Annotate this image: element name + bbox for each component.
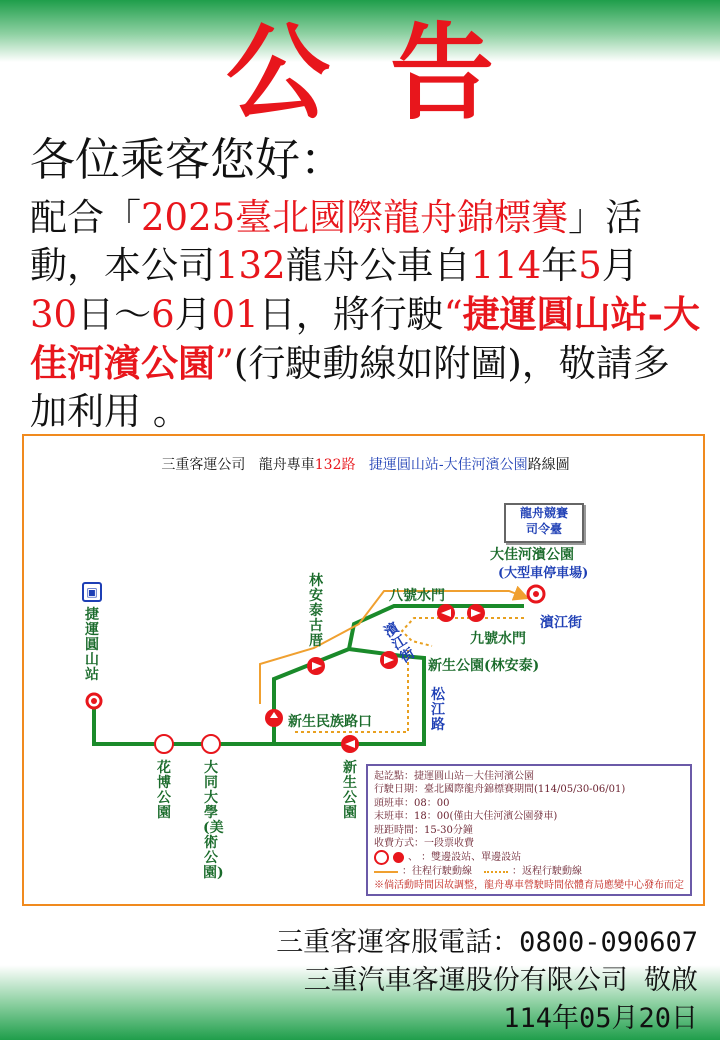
day-end: 01 [211, 293, 259, 336]
month-start: 5 [578, 244, 602, 287]
body-text-4: 年 [541, 244, 579, 287]
label-xinsheng-park: 新生公園 [343, 760, 357, 821]
info-first-bus: 頭班車：08：00 [374, 797, 450, 809]
info-note: ※倘活動時間因故調整，龍舟專車營駛時間依體育局應變中心發布而定 [374, 879, 684, 891]
info-last-bus: 末班車：18：00(僅由大佳河濱公園發車) [374, 811, 558, 823]
greeting: 各位乘客您好： [30, 133, 346, 186]
info-headway: 班距時間：15-30分鐘 [374, 824, 473, 836]
quote-open: “ [443, 293, 463, 336]
single-stop-icon [393, 852, 404, 863]
route-name: 捷運圓山站-大佳河濱公園 [30, 292, 701, 385]
footer-date: 114年05月20日 [503, 1003, 698, 1034]
map-title-suffix: 路線圖 [527, 457, 570, 473]
footer-hotline: 三重客運客服電話：0800-090607 [276, 927, 698, 958]
legend-stops-text: 、 ：雙邊設站、單邊設站 [408, 852, 522, 864]
stop-datong [202, 735, 220, 753]
command-post-box [504, 503, 584, 543]
command-post-line1: 龍舟競賽 [519, 506, 568, 520]
body-text-7: 月 [174, 293, 212, 336]
stop-flora [155, 735, 173, 753]
quote-close: ” [215, 342, 234, 385]
outbound-legend-icon [374, 871, 398, 873]
label-gate8: 八號水門 [389, 588, 445, 604]
legend-out-text: ：往程行駛動線 [402, 866, 472, 878]
map-title-route: 132路 [314, 457, 356, 473]
route-info-box [366, 764, 692, 896]
label-datong-univ: 大同大學(美術公園) [203, 760, 224, 881]
bus-icon: ▣ [82, 582, 102, 602]
info-start-end: 起訖點：捷運圓山站－大佳河濱公園 [374, 771, 534, 782]
label-binjiang: 濱江街 [540, 615, 582, 631]
info-fare: 收費方式：一段票收費 [374, 838, 474, 850]
body-text-2: 」活動，本公司 [30, 196, 643, 287]
day-start: 30 [30, 293, 78, 336]
body-text-1: 配合「 [30, 196, 141, 239]
label-xinsheng-minzu: 新生民族路口 [288, 714, 372, 730]
label-gate9: 九號水門 [470, 631, 526, 647]
notice-body [30, 194, 700, 436]
month-end: 6 [151, 293, 175, 336]
label-dajia-sub: (大型車停車場) [498, 566, 589, 581]
label-mrt-yuanshan: 捷運圓山站 [85, 607, 99, 683]
body-text-8: 日，將行駛 [258, 293, 444, 336]
map-title-line: 捷運圓山站-大佳河濱公園 [368, 457, 528, 473]
notice-title: 公告 [225, 12, 554, 134]
stop-dajia-inner [533, 591, 539, 597]
return-legend-icon [484, 871, 508, 873]
label-xinsheng-park-lin: 新生公園(林安泰) [428, 658, 540, 674]
stop-mrt-inner [91, 698, 97, 704]
map-title-company: 三重客運公司 [161, 457, 246, 473]
double-stop-icon [374, 850, 389, 865]
body-text-5: 月 [601, 244, 639, 287]
legend-back-text: ：返程行駛動線 [512, 866, 582, 878]
info-dates: 行駛日期：臺北國際龍舟錦標賽期間(114/05/30-06/01) [374, 784, 626, 796]
event-name: 2025臺北國際龍舟錦標賽 [141, 196, 569, 239]
body-text-3: 龍舟公車自 [285, 244, 471, 287]
year: 114 [470, 244, 542, 287]
legend-lines [374, 865, 684, 878]
label-binjiang-v: 濱江街 [381, 619, 418, 667]
route-number: 132 [215, 244, 286, 287]
map-title-service: 龍舟專車 [258, 457, 315, 473]
body-text-6: 日～ [77, 293, 152, 336]
command-post-line2: 司令臺 [525, 522, 562, 536]
label-lin-antai: 林安泰古厝 [309, 573, 323, 649]
label-songjiang: 松江路 [431, 687, 445, 733]
footer-company: 三重汽車客運股份有限公司 敬啟 [303, 965, 698, 996]
legend-stops [374, 850, 684, 865]
label-flora-park: 花博公園 [157, 760, 171, 821]
route-map [22, 434, 705, 906]
label-dajia: 大佳河濱公園 [490, 547, 574, 563]
body-text-9: (行駛動線如附圖)，敬請多加利用 。 [30, 342, 670, 433]
